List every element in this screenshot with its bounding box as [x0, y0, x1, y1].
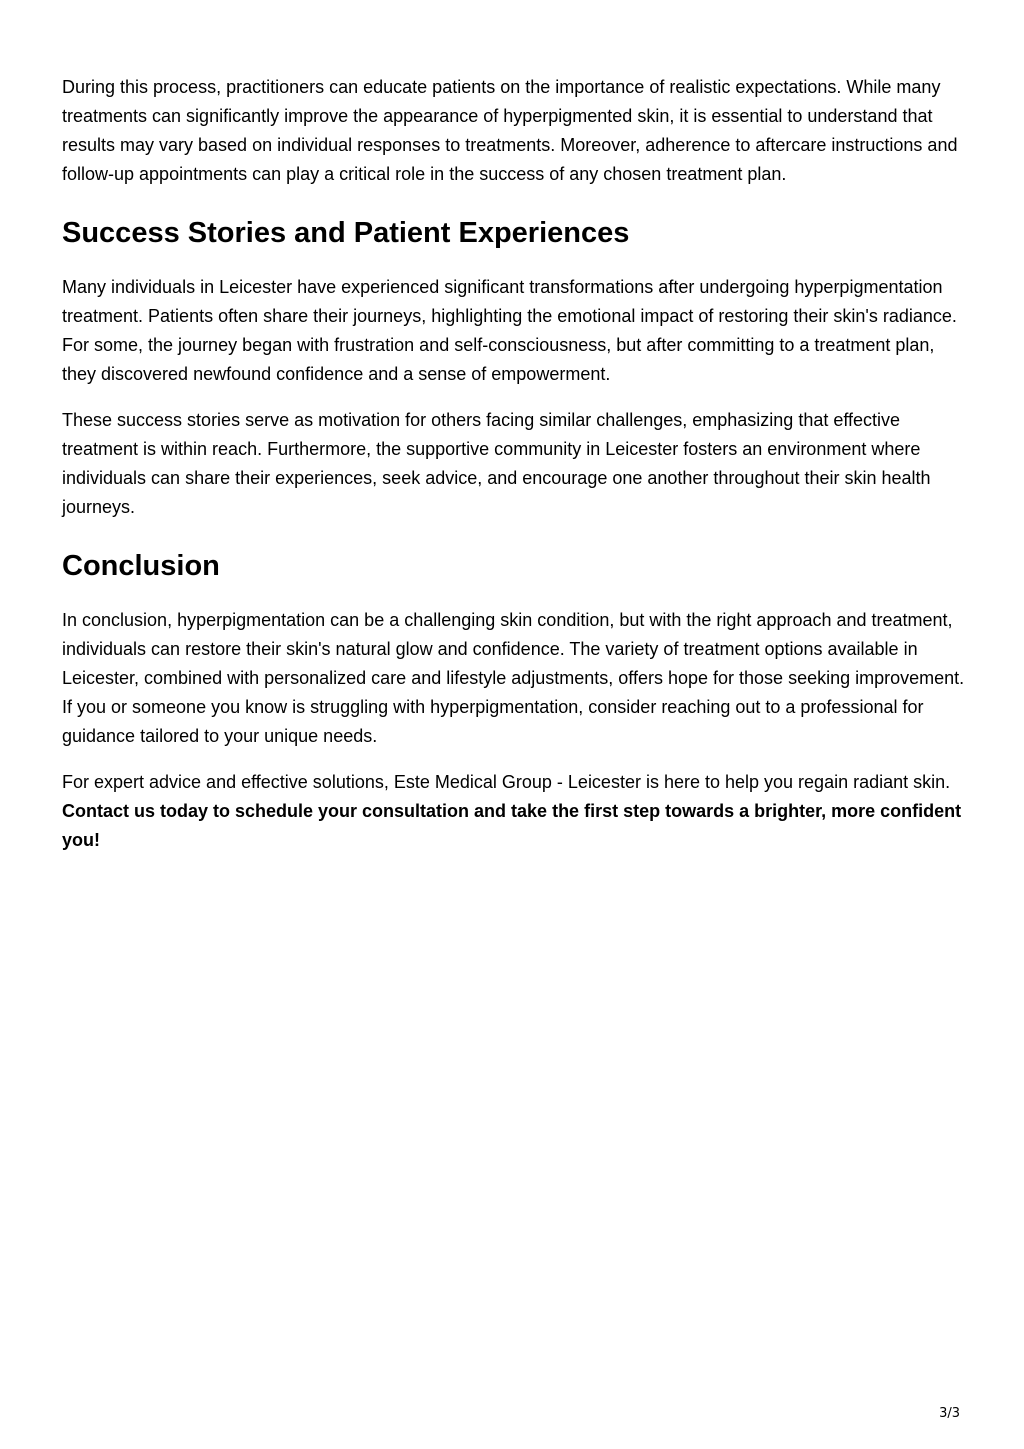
document-body	[62, 73, 967, 872]
success-stories-paragraph-2: These success stories serve as motivation for others facing similar challenges, emphasizing that effective treatment is within reach. Furthermore, the supportive community in Leicester fosters an environment where individuals can share their experiences, seek advice, and encourage one another throughout their skin health journeys.	[62, 410, 931, 517]
closing-plain-text: For expert advice and effective solutions, Este Medical Group - Leicester is here to help you regain radiant skin.	[62, 772, 951, 792]
intro-paragraph: During this process, practitioners can educate patients on the importance of realistic expectations. While many treatments can significantly improve the appearance of hyperpigmented skin, it is essential to understand that results may vary based on individual responses to treatments. Moreover, adherence to aftercare instructions and follow-up appointments can play a critical role in the success of any chosen treatment plan.	[62, 77, 958, 184]
page-number: 3/3	[939, 1406, 960, 1421]
success-stories-paragraph-1: Many individuals in Leicester have experienced significant transformations after undergoing hyperpigmentation treatment. Patients often share their journeys, highlighting the emotional impact of restoring their skin's radiance. For some, the journey began with frustration and self-consciousness, but after committing to a treatment plan, they discovered newfound confidence and a sense of empowerment.	[62, 277, 957, 384]
section-heading-conclusion: Conclusion	[62, 550, 220, 582]
closing-call-to-action: Contact us today to schedule your consultation and take the first step towards a brighter, more confident you!	[62, 801, 962, 850]
conclusion-closing-paragraph	[62, 768, 967, 855]
conclusion-paragraph-1: In conclusion, hyperpigmentation can be a challenging skin condition, but with the right approach and treatment, individuals can restore their skin's natural glow and confidence. The variety of treatment options available in Leicester, combined with personalized care and lifestyle adjustments, offers hope for those seeking improvement. If you or someone you know is struggling with hyperpigmentation, consider reaching out to a professional for guidance tailored to your unique needs.	[62, 610, 965, 746]
section-heading-success-stories: Success Stories and Patient Experiences	[62, 217, 630, 249]
